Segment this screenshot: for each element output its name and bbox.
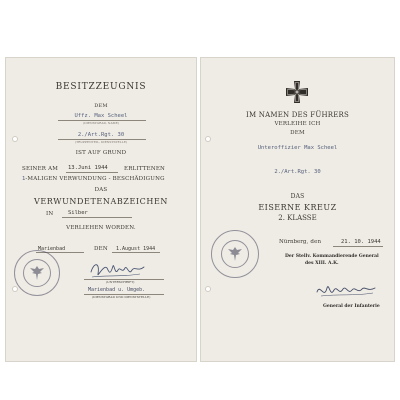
verleihe-label: VERLEIHE ICH [274, 121, 321, 127]
general-title-2: des XIII. A.K. [305, 261, 339, 266]
footer-caption: (DIENSTGRAD UND DIENSTSTELLE) [92, 295, 151, 299]
den-label: , den [306, 239, 322, 245]
general-title-1: Der Stellv. Kommandierende General [285, 254, 379, 259]
wound-count: 1 [22, 176, 26, 182]
iron-cross-icon [285, 80, 309, 104]
grade-line [62, 217, 132, 218]
award-grade: Silber [68, 210, 88, 216]
recipient-name: Uffz. Max Scheel [74, 113, 128, 119]
dienststelle-text: Marienbad u. Umgeb. [88, 287, 146, 293]
general-title-3: General der Infanterie [323, 304, 380, 309]
award-class: 2. KLASSE [278, 214, 317, 222]
recipient-unit: 2./Art.Rgt. 30 [274, 169, 321, 175]
den-label: DEN [94, 246, 108, 252]
punch-hole [205, 136, 211, 142]
fuehrer-heading: IM NAMEN DES FÜHRERS [245, 111, 349, 119]
wound-badge-certificate [6, 58, 196, 361]
date-line [333, 246, 383, 247]
in-label: IN [46, 211, 54, 217]
round-stamp [14, 250, 60, 296]
award-name: VERWUNDETENABZEICHEN [33, 197, 168, 206]
dem-label: DEM [290, 130, 305, 136]
date-line [112, 252, 160, 253]
issue-place-date [279, 239, 321, 245]
recipient-name: Unteroffizier Max Scheel [257, 145, 338, 151]
wound-date-line [66, 172, 118, 173]
wound-date: 13.Juni 1944 [68, 165, 108, 171]
punch-hole [205, 286, 211, 292]
issue-place: Nürnberg [279, 239, 307, 245]
eagle-emblem-icon [29, 264, 45, 282]
unit-caption: (TRUPPENTEIL, DIENSTSTELLE) [74, 140, 128, 144]
issue-place: Marienbad [38, 246, 66, 252]
certificate-title: BESITZZEUGNIS [55, 82, 147, 92]
das-label: DAS [94, 187, 108, 193]
punch-hole [12, 286, 18, 292]
general-signature [315, 280, 377, 302]
round-stamp [211, 230, 259, 278]
das-label: DAS [290, 193, 305, 200]
signature-caption: (UNTERSCHRIFT) [106, 280, 135, 284]
wound-count-line [22, 176, 165, 182]
iron-cross-certificate [201, 58, 394, 361]
name-caption: (DIENSTGRAD, NAME) [83, 121, 119, 125]
recipient-unit: 2./Art.Rgt. 30 [77, 132, 125, 138]
ist-auf-grund-label: IST AUF GRUND [75, 150, 127, 156]
eagle-emblem-icon [227, 245, 243, 263]
erlittenen-label: ERLITTENEN [124, 166, 166, 172]
issue-date: 1.August 1944 [116, 246, 156, 252]
maligen-label: -MALIGEN VERWUNDUNG - BESCHÄDIGUNG [25, 176, 165, 182]
seiner-am-label: SEINER AM [22, 166, 59, 172]
issue-date: 21. 10. 1944 [341, 239, 381, 245]
dem-label: DEM [94, 103, 108, 109]
award-name: EISERNE KREUZ [258, 203, 337, 212]
verliehen-label: VERLIEHEN WORDEN. [66, 225, 136, 231]
